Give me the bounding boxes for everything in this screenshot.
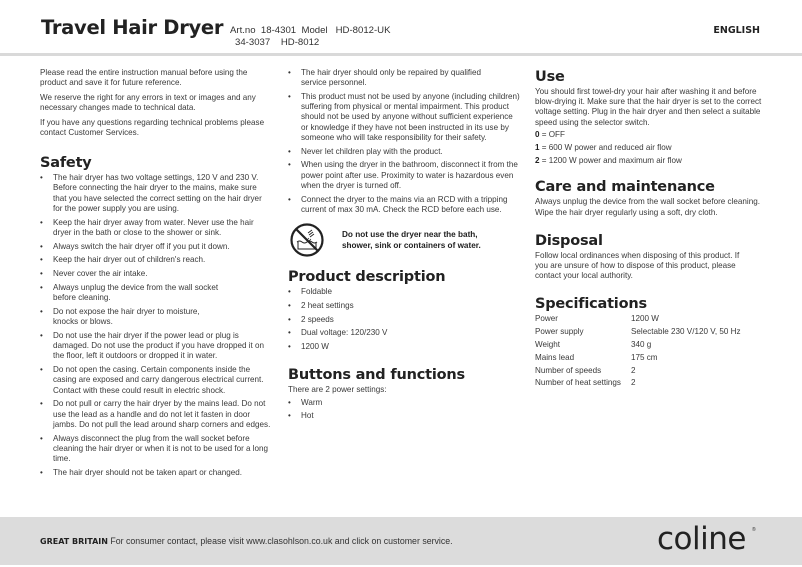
- safety-item: • When using the dryer in the bathroom, disconnect it from the power point after use. Proximity to water is hazardous even when the dryer is turned off.: [288, 160, 520, 191]
- document-title: Travel Hair Dryer: [41, 16, 224, 39]
- safety-item: • Connect the dryer to the mains via an RCD with a tripping current of max 30 mA. Check the RCD before each use.: [288, 195, 520, 215]
- product-description-heading: Product description: [288, 269, 446, 286]
- safety-list: [40, 173, 272, 478]
- language-label: ENGLISH: [713, 25, 760, 36]
- safety-item: • The hair dryer should only be repaired by qualified service personnel.: [288, 68, 520, 88]
- spec-label: Mains lead: [535, 352, 575, 362]
- spec-row: [535, 327, 775, 337]
- setting-desc: = 600 W power and reduced air flow: [539, 143, 672, 153]
- warning-text: [342, 229, 481, 251]
- safety-item: • Never let children play with the product.: [288, 147, 520, 157]
- feature-item: • 1200 W: [288, 342, 520, 352]
- water-warning: [288, 222, 520, 258]
- warning-line: shower, sink or containers of water.: [342, 241, 481, 251]
- spec-value: Selectable 230 V/120 V, 50 Hz: [631, 327, 741, 337]
- spec-row: [535, 378, 775, 388]
- safety-item: • Always unplug the device from the wall socket before cleaning.: [40, 283, 272, 303]
- product-description-list: [288, 287, 520, 352]
- safety-item: • Always disconnect the plug from the wall socket before cleaning the hair dryer or when it is not to be used for a long time.: [40, 434, 272, 465]
- setting-key: 1: [535, 143, 540, 153]
- consumer-contact: [40, 536, 453, 546]
- spec-label: Weight: [535, 340, 561, 350]
- safety-item: • Do not use the hair dryer if the power lead or plug is damaged. Do not use the product if you have dropped it on the floor, left it outdoors or dropped it in water.: [40, 331, 272, 362]
- safety-list-continued: [288, 68, 520, 215]
- brand-logo: coline: [657, 521, 746, 557]
- disposal-text: Follow local ordinances when disposing of this product. If you are unsure of how to dispose of this product, please contact your local authority.: [535, 250, 740, 281]
- speed-setting: [535, 143, 775, 153]
- intro-paragraph: We reserve the right for any errors in text or images and any necessary changes made to technical data.: [40, 92, 256, 113]
- page-header: [0, 0, 802, 53]
- country-label: GREAT BRITAIN: [40, 537, 108, 546]
- spec-label: Power supply: [535, 327, 584, 337]
- column-1: [40, 68, 272, 482]
- setting-desc: = OFF: [539, 129, 565, 139]
- spec-value: 1200 W: [631, 314, 659, 324]
- setting-desc: = 1200 W power and maximum air flow: [539, 156, 682, 166]
- safety-item: • Keep the hair dryer out of children's reach.: [40, 255, 272, 265]
- buttons-functions-intro: There are 2 power settings:: [288, 385, 387, 395]
- warning-line: Do not use the dryer near the bath,: [342, 230, 478, 240]
- buttons-functions-heading: Buttons and functions: [288, 367, 465, 384]
- safety-heading: Safety: [40, 155, 92, 172]
- column-3: [535, 68, 775, 391]
- use-text: You should first towel-dry your hair after washing it and before blow-drying it. Make sure that the hair dryer is set to the correct voltage setting. Plug in the hair dryer and then select a suitable speed using the selector switch.: [535, 87, 762, 127]
- safety-item: • The hair dryer has two voltage settings, 120 V and 230 V. Before connecting the hair dryer to the mains, make sure that you have selected the correct setting on the hair dryer for the power supply you are using.: [40, 173, 272, 214]
- feature-item: • Foldable: [288, 287, 520, 297]
- spec-value: 2: [631, 365, 636, 375]
- article-number-line-1: Art.no 18-4301 Model HD-8012-UK: [230, 25, 391, 36]
- intro-paragraph: If you have any questions regarding technical problems please contact Customer Services.: [40, 117, 265, 138]
- spec-row: [535, 366, 775, 376]
- column-2: [288, 68, 520, 425]
- registered-mark: ®: [752, 527, 756, 533]
- feature-item: • 2 heat settings: [288, 301, 520, 311]
- page-footer: [0, 517, 802, 565]
- safety-item: • Always switch the hair dryer off if you put it down.: [40, 242, 272, 252]
- spec-value: 2: [631, 378, 636, 388]
- safety-item: • Do not expose the hair dryer to moisture, knocks or blows.: [40, 307, 272, 327]
- spec-value: 175 cm: [631, 352, 658, 362]
- care-text: Always unplug the device from the wall socket before cleaning. Wipe the hair dryer regularly using a soft, dry cloth.: [535, 197, 760, 217]
- spec-row: [535, 314, 775, 324]
- safety-item: • Do not open the casing. Certain components inside the casing are exposed and carry dangerous electrical current. Contact with these could result in electric shock.: [40, 365, 272, 396]
- power-setting-item: • Hot: [288, 411, 520, 421]
- specifications-heading: Specifications: [535, 296, 647, 313]
- speed-setting: [535, 156, 775, 166]
- power-setting-item: • Warm: [288, 398, 520, 408]
- spec-row: [535, 353, 775, 363]
- safety-item: • This product must not be used by anyone (including children) suffering from physical or mental impairment. This product should not be used by anyone without sufficient experience or knowledge if they have not been instructed in its use by someone who will take responsibility for their safety.: [288, 92, 520, 143]
- header-divider: [0, 53, 802, 56]
- contact-text: For consumer contact, please visit www.clasohlson.co.uk and click on customer service.: [107, 536, 453, 546]
- spec-label: Number of heat settings: [535, 378, 621, 388]
- setting-key: 0: [535, 129, 540, 139]
- safety-item: • Keep the hair dryer away from water. Never use the hair dryer in the bath or close to the shower or sink.: [40, 218, 272, 238]
- spec-value: 340 g: [631, 340, 652, 350]
- disposal-heading: Disposal: [535, 232, 603, 249]
- care-heading: Care and maintenance: [535, 179, 715, 196]
- feature-item: • 2 speeds: [288, 315, 520, 325]
- safety-item: • Do not pull or carry the hair dryer by the mains lead. Do not use the lead as a handle and do not let it fasten in door jambs. Do not pull the lead around sharp corners and edges.: [40, 399, 272, 430]
- spec-table: [535, 314, 775, 388]
- power-settings-list: [288, 398, 520, 422]
- setting-key: 2: [535, 156, 540, 166]
- safety-item: • Never cover the air intake.: [40, 269, 272, 279]
- spec-row: [535, 340, 775, 350]
- article-number-line-2: 34-3037 HD-8012: [235, 37, 320, 48]
- spec-label: Number of speeds: [535, 365, 602, 375]
- spec-label: Power: [535, 314, 558, 324]
- use-heading: Use: [535, 69, 565, 85]
- speed-setting: [535, 130, 775, 140]
- feature-item: • Dual voltage: 120/230 V: [288, 328, 520, 338]
- article-number: [230, 25, 391, 49]
- no-water-icon: [289, 222, 325, 258]
- intro-paragraph: Please read the entire instruction manual before using the product and save it for future reference.: [40, 68, 248, 88]
- safety-item: • The hair dryer should not be taken apart or changed.: [40, 468, 272, 478]
